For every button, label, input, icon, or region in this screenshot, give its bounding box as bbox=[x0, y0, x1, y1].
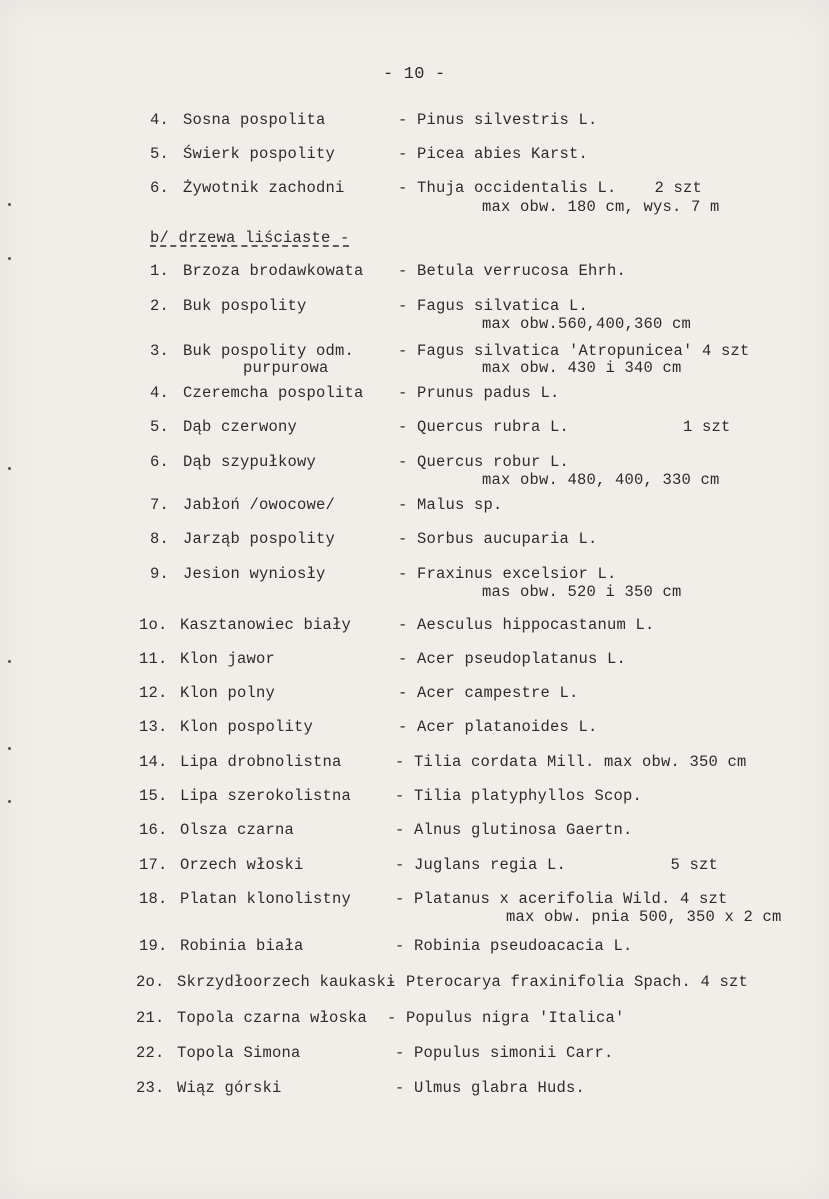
entry-number: 11. bbox=[139, 650, 168, 668]
latin-name: - Fagus silvatica L. bbox=[398, 297, 589, 315]
entry-number: 16. bbox=[139, 821, 168, 839]
polish-name: Klon polny bbox=[180, 684, 276, 702]
latin-name: - Sorbus aucuparia L. bbox=[398, 530, 598, 548]
entry-number: 1o. bbox=[139, 616, 168, 634]
measurement-note: max obw. 180 cm, wys. 7 m bbox=[482, 198, 720, 216]
polish-name: Żywotnik zachodni bbox=[183, 179, 345, 197]
entry-number: 7. bbox=[150, 496, 170, 514]
entry-number: 6. bbox=[150, 453, 170, 471]
entry-number: 12. bbox=[139, 684, 168, 702]
polish-name-continued: purpurowa bbox=[243, 359, 329, 377]
latin-name: - Alnus glutinosa Gaertn. bbox=[395, 821, 633, 839]
measurement-note: mas obw. 520 i 350 cm bbox=[482, 583, 682, 601]
latin-name: - Quercus robur L. bbox=[398, 453, 570, 471]
entry-number: 9. bbox=[150, 565, 170, 583]
entry-number: 2. bbox=[150, 297, 170, 315]
entry-number: 14. bbox=[139, 753, 168, 771]
latin-name: - Aesculus hippocastanum L. bbox=[398, 616, 655, 634]
entry-number: 23. bbox=[136, 1079, 165, 1097]
entry-number: 2o. bbox=[136, 973, 165, 991]
punch-mark bbox=[8, 747, 11, 750]
latin-name: - Acer platanoides L. bbox=[398, 718, 598, 736]
entry-number: 15. bbox=[139, 787, 168, 805]
measurement-note: max obw. pnia 500, 350 x 2 cm bbox=[506, 908, 782, 926]
polish-name: Buk pospolity bbox=[183, 297, 307, 315]
latin-name: - Acer campestre L. bbox=[398, 684, 579, 702]
entry-number: 3. bbox=[150, 342, 170, 360]
latin-name: - Malus sp. bbox=[398, 496, 503, 514]
entry-number: 5. bbox=[150, 418, 170, 436]
polish-name: Topola Simona bbox=[177, 1044, 301, 1062]
polish-name: Buk pospolity odm. bbox=[183, 342, 355, 360]
latin-name: - Fagus silvatica 'Atropunicea' 4 szt bbox=[398, 342, 750, 360]
polish-name: Lipa szerokolistna bbox=[180, 787, 352, 805]
entry-number: 19. bbox=[139, 937, 168, 955]
section-heading-deciduous: b/ drzewa liściaste - bbox=[150, 229, 350, 247]
latin-name: - Fraxinus excelsior L. bbox=[398, 565, 617, 583]
entry-number: 1. bbox=[150, 262, 170, 280]
polish-name: Platan klonolistny bbox=[180, 890, 352, 908]
latin-name: - Tilia platyphyllos Scop. bbox=[395, 787, 643, 805]
polish-name: Jesion wyniosły bbox=[183, 565, 326, 583]
polish-name: Jabłoń /owocowe/ bbox=[183, 496, 336, 514]
entry-number: 13. bbox=[139, 718, 168, 736]
entry-number: 17. bbox=[139, 856, 168, 874]
polish-name: Lipa drobnolistna bbox=[180, 753, 342, 771]
polish-name: Robinia biała bbox=[180, 937, 304, 955]
latin-name: - Platanus x acerifolia Wild. 4 szt bbox=[395, 890, 728, 908]
page-number: - 10 - bbox=[383, 65, 446, 84]
latin-name: - Thuja occidentalis L. 2 szt bbox=[398, 179, 703, 197]
polish-name: Klon jawor bbox=[180, 650, 276, 668]
latin-name: - Pinus silvestris L. bbox=[398, 111, 598, 129]
measurement-note: max obw.560,400,360 cm bbox=[482, 315, 692, 333]
entry-number: 6. bbox=[150, 179, 170, 197]
polish-name: Orzech włoski bbox=[180, 856, 304, 874]
entry-number: 5. bbox=[150, 145, 170, 163]
latin-name: - Tilia cordata Mill. max obw. 350 cm bbox=[395, 753, 747, 771]
latin-name: - Picea abies Karst. bbox=[398, 145, 589, 163]
polish-name: Brzoza brodawkowata bbox=[183, 262, 364, 280]
polish-name: Świerk pospolity bbox=[183, 145, 336, 163]
punch-mark bbox=[8, 257, 11, 260]
polish-name: Kasztanowiec biały bbox=[180, 616, 352, 634]
polish-name: Topola czarna włoska bbox=[177, 1009, 368, 1027]
latin-name: - Pterocarya fraxinifolia Spach. 4 szt bbox=[387, 973, 749, 991]
entry-number: 21. bbox=[136, 1009, 165, 1027]
measurement-note: max obw. 480, 400, 330 cm bbox=[482, 471, 720, 489]
entry-number: 18. bbox=[139, 890, 168, 908]
polish-name: Jarząb pospolity bbox=[183, 530, 336, 548]
polish-name: Skrzydłoorzech kaukaski bbox=[177, 973, 396, 991]
entry-number: 22. bbox=[136, 1044, 165, 1062]
latin-name: - Prunus padus L. bbox=[398, 384, 560, 402]
polish-name: Wiąz górski bbox=[177, 1079, 282, 1097]
latin-name: - Juglans regia L. 5 szt bbox=[395, 856, 719, 874]
latin-name: - Quercus rubra L. 1 szt bbox=[398, 418, 731, 436]
punch-mark bbox=[8, 203, 11, 206]
latin-name: - Populus nigra 'Italica' bbox=[387, 1009, 625, 1027]
latin-name: - Robinia pseudoacacia L. bbox=[395, 937, 633, 955]
latin-name: - Betula verrucosa Ehrh. bbox=[398, 262, 627, 280]
entry-number: 4. bbox=[150, 111, 170, 129]
entry-number: 4. bbox=[150, 384, 170, 402]
latin-name: - Ulmus glabra Huds. bbox=[395, 1079, 586, 1097]
polish-name: Czeremcha pospolita bbox=[183, 384, 364, 402]
polish-name: Klon pospolity bbox=[180, 718, 314, 736]
punch-mark bbox=[8, 800, 11, 803]
entry-number: 8. bbox=[150, 530, 170, 548]
latin-name: - Populus simonii Carr. bbox=[395, 1044, 614, 1062]
polish-name: Olsza czarna bbox=[180, 821, 295, 839]
polish-name: Dąb szypułkowy bbox=[183, 453, 317, 471]
punch-mark bbox=[8, 467, 11, 470]
measurement-note: max obw. 430 i 340 cm bbox=[482, 359, 682, 377]
latin-name: - Acer pseudoplatanus L. bbox=[398, 650, 627, 668]
polish-name: Dąb czerwony bbox=[183, 418, 298, 436]
punch-mark bbox=[8, 660, 11, 663]
polish-name: Sosna pospolita bbox=[183, 111, 326, 129]
